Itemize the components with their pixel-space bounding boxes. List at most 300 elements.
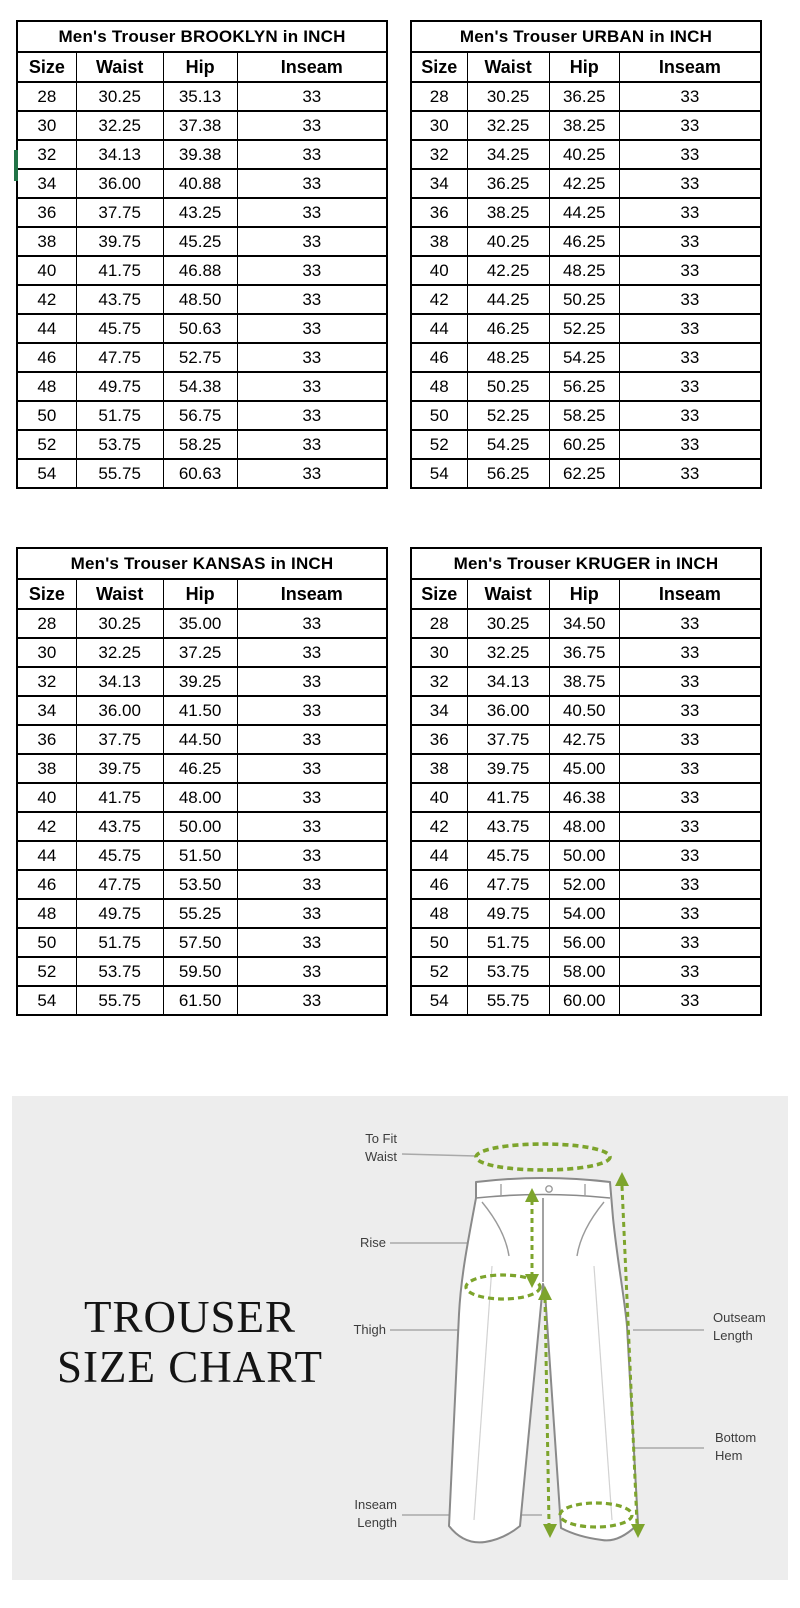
table-cell: 36 xyxy=(17,725,76,754)
table-cell: 33 xyxy=(237,343,387,372)
label-outseam-length: Outseam Length xyxy=(713,1310,766,1343)
table-cell: 33 xyxy=(237,256,387,285)
table-cell: 33 xyxy=(619,725,761,754)
table-cell: 46.25 xyxy=(549,227,619,256)
table-cell: 33 xyxy=(619,986,761,1015)
table-cell: 56.00 xyxy=(549,928,619,957)
table-cell: 52.25 xyxy=(467,401,549,430)
table-cell: 44 xyxy=(411,841,467,870)
table-row xyxy=(411,638,761,667)
col-header-size: Size xyxy=(411,52,467,82)
table-cell: 38 xyxy=(411,227,467,256)
label-rise: Rise xyxy=(359,1235,386,1250)
table-cell: 33 xyxy=(619,227,761,256)
table-cell: 46.25 xyxy=(163,754,237,783)
table-cell: 45.75 xyxy=(76,314,163,343)
table-cell: 33 xyxy=(619,459,761,488)
table-cell: 52 xyxy=(17,430,76,459)
table-cell: 56.25 xyxy=(467,459,549,488)
table-cell: 32.25 xyxy=(467,111,549,140)
table-cell: 50.00 xyxy=(549,841,619,870)
table-row xyxy=(411,459,761,488)
table-cell: 30 xyxy=(411,638,467,667)
table-cell: 48.50 xyxy=(163,285,237,314)
table-cell: 43.75 xyxy=(76,812,163,841)
table-title: Men's Trouser BROOKLYN in INCH xyxy=(17,21,387,52)
table-cell: 55.75 xyxy=(76,459,163,488)
table-cell: 55.25 xyxy=(163,899,237,928)
table-cell: 52 xyxy=(411,957,467,986)
table-row xyxy=(411,198,761,227)
table-cell: 40.88 xyxy=(163,169,237,198)
table-row xyxy=(411,372,761,401)
table-cell: 48.25 xyxy=(467,343,549,372)
table-row xyxy=(411,783,761,812)
table-cell: 51.75 xyxy=(467,928,549,957)
table-cell: 42.25 xyxy=(549,169,619,198)
table-row xyxy=(17,725,387,754)
table-row xyxy=(17,667,387,696)
table-cell: 42 xyxy=(411,812,467,841)
table-header-row xyxy=(17,579,387,609)
col-header-waist: Waist xyxy=(467,579,549,609)
table-cell: 48 xyxy=(17,372,76,401)
table-cell: 41.75 xyxy=(467,783,549,812)
table-cell: 33 xyxy=(619,256,761,285)
table-cell: 33 xyxy=(237,314,387,343)
table-cell: 54.38 xyxy=(163,372,237,401)
table-title: Men's Trouser URBAN in INCH xyxy=(411,21,761,52)
table-cell: 38 xyxy=(411,754,467,783)
table-cell: 33 xyxy=(237,169,387,198)
table-cell: 30.25 xyxy=(467,82,549,111)
col-header-hip: Hip xyxy=(549,579,619,609)
table-cell: 34 xyxy=(411,169,467,198)
table-header-row xyxy=(411,52,761,82)
table-row xyxy=(411,754,761,783)
size-table-kruger xyxy=(410,547,762,1016)
table-cell: 49.75 xyxy=(467,899,549,928)
table-row xyxy=(411,928,761,957)
size-table xyxy=(410,20,762,489)
table-cell: 48.25 xyxy=(549,256,619,285)
table-cell: 35.13 xyxy=(163,82,237,111)
table-cell: 33 xyxy=(237,696,387,725)
table-cell: 54 xyxy=(17,986,76,1015)
table-row xyxy=(17,841,387,870)
table-cell: 50 xyxy=(17,401,76,430)
table-cell: 33 xyxy=(619,169,761,198)
table-cell: 33 xyxy=(237,430,387,459)
col-header-inseam: Inseam xyxy=(619,52,761,82)
table-cell: 60.00 xyxy=(549,986,619,1015)
table-row xyxy=(17,227,387,256)
table-cell: 34 xyxy=(411,696,467,725)
table-cell: 37.75 xyxy=(467,725,549,754)
table-cell: 51.75 xyxy=(76,401,163,430)
table-cell: 38.75 xyxy=(549,667,619,696)
table-cell: 33 xyxy=(237,841,387,870)
page-title-line2: SIZE CHART xyxy=(56,1342,324,1392)
table-row xyxy=(17,638,387,667)
table-cell: 42.25 xyxy=(467,256,549,285)
table-cell: 50.00 xyxy=(163,812,237,841)
table-cell: 42 xyxy=(17,285,76,314)
table-cell: 33 xyxy=(237,986,387,1015)
table-cell: 33 xyxy=(237,227,387,256)
table-cell: 37.25 xyxy=(163,638,237,667)
table-cell: 50 xyxy=(411,401,467,430)
table-cell: 54.25 xyxy=(467,430,549,459)
table-cell: 44 xyxy=(17,314,76,343)
table-cell: 43.25 xyxy=(163,198,237,227)
table-cell: 40 xyxy=(411,256,467,285)
table-row xyxy=(411,899,761,928)
table-cell: 33 xyxy=(619,401,761,430)
table-cell: 48 xyxy=(411,899,467,928)
table-cell: 52 xyxy=(17,957,76,986)
table-cell: 39.75 xyxy=(467,754,549,783)
table-cell: 46.38 xyxy=(549,783,619,812)
col-header-hip: Hip xyxy=(163,52,237,82)
table-cell: 48.00 xyxy=(163,783,237,812)
table-cell: 37.75 xyxy=(76,725,163,754)
size-table-urban xyxy=(410,20,762,489)
table-cell: 34 xyxy=(17,696,76,725)
table-cell: 60.63 xyxy=(163,459,237,488)
table-title-row xyxy=(17,21,387,52)
table-cell: 33 xyxy=(237,459,387,488)
table-cell: 33 xyxy=(619,870,761,899)
table-row xyxy=(411,111,761,140)
table-cell: 34.50 xyxy=(549,609,619,638)
table-cell: 50 xyxy=(411,928,467,957)
table-cell: 47.75 xyxy=(76,343,163,372)
table-cell: 54.00 xyxy=(549,899,619,928)
size-table xyxy=(16,547,388,1016)
label-to-fit-waist: To Fit Waist xyxy=(364,1131,397,1164)
table-cell: 39.25 xyxy=(163,667,237,696)
waist-measure-ellipse xyxy=(476,1144,610,1170)
table-cell: 41.75 xyxy=(76,256,163,285)
size-table-brooklyn xyxy=(16,20,388,489)
table-cell: 36.00 xyxy=(467,696,549,725)
table-cell: 36 xyxy=(411,725,467,754)
col-header-hip: Hip xyxy=(549,52,619,82)
col-header-hip: Hip xyxy=(163,579,237,609)
table-cell: 44.25 xyxy=(549,198,619,227)
table-cell: 33 xyxy=(619,343,761,372)
table-cell: 53.75 xyxy=(76,430,163,459)
table-cell: 40 xyxy=(17,783,76,812)
table-row xyxy=(411,82,761,111)
table-cell: 46.25 xyxy=(467,314,549,343)
table-cell: 42.75 xyxy=(549,725,619,754)
label-inseam-length: Inseam Length xyxy=(354,1497,397,1530)
table-cell: 33 xyxy=(237,870,387,899)
table-cell: 34.13 xyxy=(76,140,163,169)
table-row xyxy=(17,401,387,430)
table-title: Men's Trouser KANSAS in INCH xyxy=(17,548,387,579)
table-cell: 51.75 xyxy=(76,928,163,957)
table-cell: 54 xyxy=(411,459,467,488)
table-cell: 28 xyxy=(17,609,76,638)
table-cell: 28 xyxy=(411,609,467,638)
table-row xyxy=(17,870,387,899)
table-cell: 47.75 xyxy=(76,870,163,899)
table-cell: 54 xyxy=(17,459,76,488)
table-cell: 46 xyxy=(411,870,467,899)
table-cell: 41.50 xyxy=(163,696,237,725)
table-cell: 45.75 xyxy=(76,841,163,870)
table-title-row xyxy=(411,21,761,52)
table-cell: 39.75 xyxy=(76,754,163,783)
table-header-row xyxy=(17,52,387,82)
table-cell: 40 xyxy=(411,783,467,812)
table-cell: 34.13 xyxy=(467,667,549,696)
inseam-arrow-down xyxy=(543,1524,557,1538)
table-row xyxy=(411,667,761,696)
size-table xyxy=(410,547,762,1016)
table-cell: 33 xyxy=(619,754,761,783)
table-row xyxy=(17,609,387,638)
table-row xyxy=(17,957,387,986)
table-row xyxy=(17,783,387,812)
col-header-waist: Waist xyxy=(76,579,163,609)
table-cell: 45.25 xyxy=(163,227,237,256)
table-cell: 44 xyxy=(411,314,467,343)
table-cell: 33 xyxy=(237,609,387,638)
table-row xyxy=(17,986,387,1015)
table-cell: 47.75 xyxy=(467,870,549,899)
table-cell: 55.75 xyxy=(76,986,163,1015)
table-row xyxy=(17,343,387,372)
table-row xyxy=(17,285,387,314)
table-cell: 59.50 xyxy=(163,957,237,986)
table-row xyxy=(411,430,761,459)
table-cell: 34.13 xyxy=(76,667,163,696)
table-cell: 33 xyxy=(619,82,761,111)
table-row xyxy=(17,928,387,957)
table-cell: 42 xyxy=(17,812,76,841)
table-cell: 34.25 xyxy=(467,140,549,169)
table-row xyxy=(411,841,761,870)
label-thigh: Thigh xyxy=(353,1322,386,1337)
outseam-arrow-up xyxy=(615,1172,629,1186)
table-row xyxy=(411,696,761,725)
table-cell: 30 xyxy=(411,111,467,140)
table-cell: 60.25 xyxy=(549,430,619,459)
table-title-row xyxy=(17,548,387,579)
col-header-size: Size xyxy=(411,579,467,609)
table-cell: 33 xyxy=(619,314,761,343)
table-cell: 33 xyxy=(237,812,387,841)
table-cell: 32 xyxy=(411,667,467,696)
table-cell: 44.50 xyxy=(163,725,237,754)
table-row xyxy=(17,459,387,488)
table-cell: 33 xyxy=(619,899,761,928)
table-cell: 33 xyxy=(237,957,387,986)
table-cell: 40.25 xyxy=(467,227,549,256)
table-cell: 48.00 xyxy=(549,812,619,841)
table-cell: 44.25 xyxy=(467,285,549,314)
col-header-waist: Waist xyxy=(467,52,549,82)
col-header-inseam: Inseam xyxy=(619,579,761,609)
table-cell: 33 xyxy=(237,638,387,667)
table-cell: 33 xyxy=(237,401,387,430)
table-cell: 36 xyxy=(17,198,76,227)
table-cell: 55.75 xyxy=(467,986,549,1015)
table-cell: 57.50 xyxy=(163,928,237,957)
table-cell: 46 xyxy=(411,343,467,372)
col-header-inseam: Inseam xyxy=(237,579,387,609)
page-title xyxy=(22,1292,358,1392)
table-row xyxy=(411,957,761,986)
col-header-waist: Waist xyxy=(76,52,163,82)
table-row xyxy=(17,754,387,783)
table-cell: 33 xyxy=(237,82,387,111)
table-row xyxy=(411,986,761,1015)
table-cell: 33 xyxy=(619,372,761,401)
table-title-row xyxy=(411,548,761,579)
table-cell: 33 xyxy=(619,667,761,696)
table-cell: 33 xyxy=(619,957,761,986)
table-cell: 33 xyxy=(237,140,387,169)
table-cell: 56.25 xyxy=(549,372,619,401)
table-cell: 52.25 xyxy=(549,314,619,343)
table-row xyxy=(17,899,387,928)
table-cell: 36.75 xyxy=(549,638,619,667)
table-row xyxy=(17,198,387,227)
table-row xyxy=(411,609,761,638)
table-cell: 33 xyxy=(237,928,387,957)
table-cell: 33 xyxy=(619,841,761,870)
table-cell: 54.25 xyxy=(549,343,619,372)
page-title-line1: TROUSER xyxy=(83,1292,297,1342)
table-cell: 33 xyxy=(619,696,761,725)
table-cell: 38 xyxy=(17,227,76,256)
table-cell: 48 xyxy=(17,899,76,928)
table-row xyxy=(411,343,761,372)
table-cell: 45.75 xyxy=(467,841,549,870)
table-cell: 40.25 xyxy=(549,140,619,169)
table-cell: 52.75 xyxy=(163,343,237,372)
table-cell: 51.50 xyxy=(163,841,237,870)
table-cell: 50 xyxy=(17,928,76,957)
table-cell: 40 xyxy=(17,256,76,285)
table-cell: 39.38 xyxy=(163,140,237,169)
table-cell: 53.75 xyxy=(467,957,549,986)
table-cell: 30.25 xyxy=(76,609,163,638)
table-cell: 50.63 xyxy=(163,314,237,343)
table-cell: 50.25 xyxy=(467,372,549,401)
table-cell: 32 xyxy=(411,140,467,169)
table-cell: 39.75 xyxy=(76,227,163,256)
table-cell: 32.25 xyxy=(76,111,163,140)
table-row xyxy=(17,812,387,841)
table-cell: 30 xyxy=(17,638,76,667)
table-row xyxy=(411,812,761,841)
table-row xyxy=(17,140,387,169)
table-cell: 43.75 xyxy=(467,812,549,841)
table-cell: 48 xyxy=(411,372,467,401)
table-cell: 46.88 xyxy=(163,256,237,285)
table-cell: 56.75 xyxy=(163,401,237,430)
table-row xyxy=(411,169,761,198)
table-row xyxy=(17,314,387,343)
table-cell: 32.25 xyxy=(467,638,549,667)
table-cell: 42 xyxy=(411,285,467,314)
table-cell: 33 xyxy=(619,140,761,169)
table-cell: 28 xyxy=(17,82,76,111)
table-cell: 38 xyxy=(17,754,76,783)
table-cell: 53.50 xyxy=(163,870,237,899)
table-row xyxy=(17,169,387,198)
table-cell: 49.75 xyxy=(76,372,163,401)
table-cell: 33 xyxy=(237,783,387,812)
table-cell: 37.75 xyxy=(76,198,163,227)
table-cell: 45.00 xyxy=(549,754,619,783)
table-row xyxy=(411,140,761,169)
col-header-size: Size xyxy=(17,52,76,82)
label-bottom-hem: Bottom Hem xyxy=(715,1430,757,1463)
table-cell: 33 xyxy=(237,667,387,696)
table-cell: 33 xyxy=(619,609,761,638)
size-table xyxy=(16,20,388,489)
table-row xyxy=(17,82,387,111)
table-cell: 40.50 xyxy=(549,696,619,725)
table-row xyxy=(411,227,761,256)
table-cell: 33 xyxy=(237,725,387,754)
table-cell: 33 xyxy=(619,812,761,841)
table-cell: 46 xyxy=(17,870,76,899)
table-row xyxy=(411,870,761,899)
table-cell: 30.25 xyxy=(76,82,163,111)
table-row xyxy=(17,430,387,459)
table-row xyxy=(17,696,387,725)
table-cell: 58.00 xyxy=(549,957,619,986)
table-cell: 38.25 xyxy=(549,111,619,140)
table-cell: 44 xyxy=(17,841,76,870)
size-guide-panel xyxy=(12,1096,788,1580)
table-cell: 32.25 xyxy=(76,638,163,667)
table-title: Men's Trouser KRUGER in INCH xyxy=(411,548,761,579)
table-cell: 33 xyxy=(619,285,761,314)
table-cell: 58.25 xyxy=(549,401,619,430)
table-cell: 33 xyxy=(619,430,761,459)
table-cell: 37.38 xyxy=(163,111,237,140)
col-header-inseam: Inseam xyxy=(237,52,387,82)
table-cell: 62.25 xyxy=(549,459,619,488)
table-cell: 33 xyxy=(619,928,761,957)
table-cell: 32 xyxy=(17,667,76,696)
table-cell: 50.25 xyxy=(549,285,619,314)
trouser-outline xyxy=(449,1178,638,1542)
table-cell: 33 xyxy=(237,899,387,928)
table-cell: 33 xyxy=(619,783,761,812)
table-cell: 41.75 xyxy=(76,783,163,812)
table-cell: 58.25 xyxy=(163,430,237,459)
active-row-marker xyxy=(14,150,18,181)
table-row xyxy=(411,401,761,430)
table-cell: 33 xyxy=(619,111,761,140)
table-cell: 36.00 xyxy=(76,696,163,725)
table-cell: 49.75 xyxy=(76,899,163,928)
table-cell: 54 xyxy=(411,986,467,1015)
table-cell: 36.00 xyxy=(76,169,163,198)
size-table-kansas xyxy=(16,547,388,1016)
table-cell: 33 xyxy=(619,198,761,227)
